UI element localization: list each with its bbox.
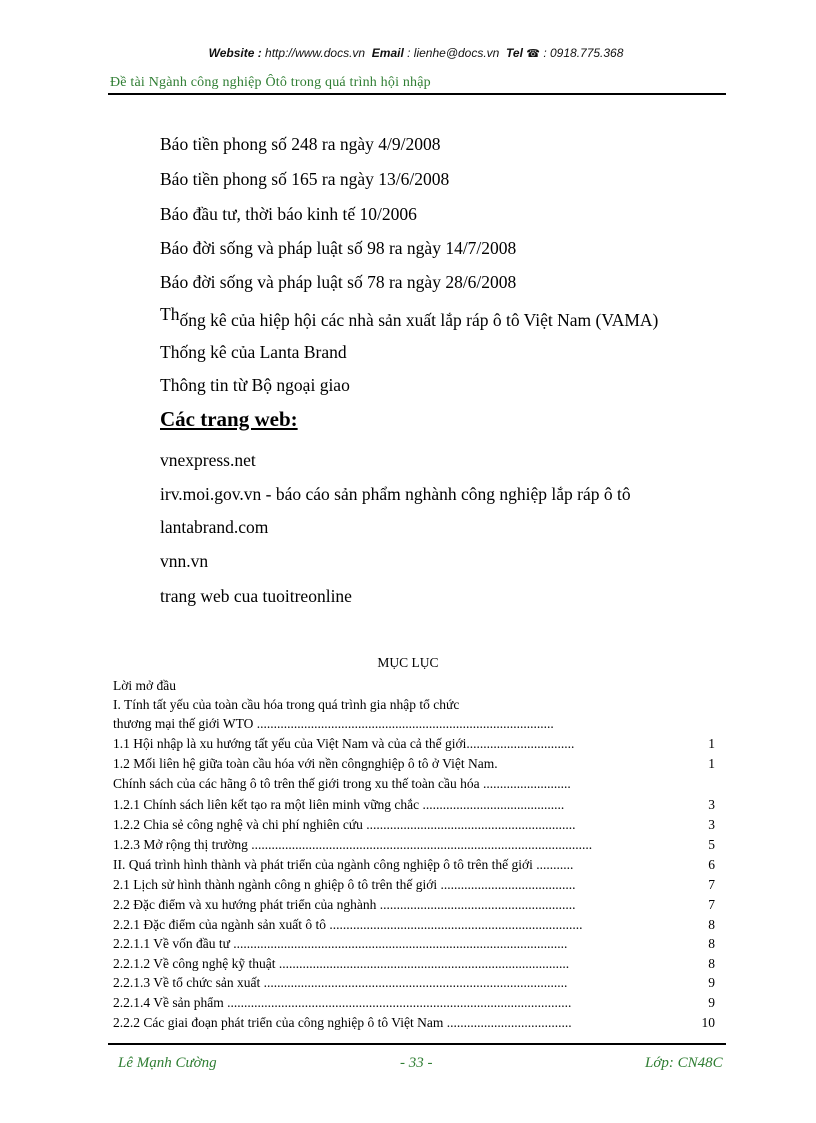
website-header: [108, 46, 724, 60]
toc-entry: [113, 817, 715, 835]
website-url[interactable]: http://www.docs.vn: [265, 46, 366, 60]
toc-entry-text: 2.2.1 Đặc điểm của ngành sản xuất ô tô ...........................................................................: [113, 917, 583, 932]
source-item: Báo tiền phong số 165 ra ngày 13/6/2008: [160, 169, 450, 189]
toc-entry-text: 1.1 Hội nhập là xu hướng tất yếu của Việt Nam và của cả thế giới................................: [113, 736, 575, 751]
toc-entry: [113, 1015, 715, 1033]
toc-entry-page: 3: [708, 817, 715, 832]
toc-entry: [113, 936, 715, 954]
toc-entry-page: 7: [708, 897, 715, 912]
document-subject: Đề tài Ngành công nghiệp Ôtô trong quá trình hội nhập: [110, 75, 431, 90]
toc-entry-page: 1: [708, 736, 715, 751]
email-label: Email: [371, 46, 404, 60]
toc-entry: [113, 956, 715, 974]
toc-entry: [113, 776, 715, 794]
toc-entry-text: 2.2.1.2 Về công nghệ kỹ thuật ......................................................................................: [113, 956, 570, 971]
toc-entry-text: 1.2.3 Mở rộng thị trường .....................................................................................................: [113, 837, 593, 852]
toc-entry: [113, 837, 715, 855]
toc-entry-text: 2.1 Lịch sử hình thành ngành công n ghiệp ô tô trên thế giới ........................................: [113, 877, 576, 892]
toc-entry: [113, 797, 715, 815]
source-item: Báo đời sống và pháp luật số 78 ra ngày 28/6/2008: [160, 272, 517, 292]
toc-entry: [113, 736, 715, 754]
toc-entry-page: 8: [708, 956, 715, 971]
website-item: vnn.vn: [160, 551, 209, 571]
website-item: vnexpress.net: [160, 450, 256, 470]
email-value[interactable]: : lienhe@docs.vn: [407, 46, 500, 60]
source-item: Thông tin từ Bộ ngoại giao: [160, 375, 350, 395]
toc-entry-text: 2.2.1.1 Về vốn đầu tư ...................................................................................................: [113, 936, 568, 951]
footer-class: Lớp: CN48C: [645, 1055, 723, 1071]
toc-entry: [113, 917, 715, 935]
source-item: Báo đời sống và pháp luật số 98 ra ngày 14/7/2008: [160, 238, 517, 258]
toc-entry: [113, 857, 715, 875]
tel-value: : 0918.775.368: [543, 46, 624, 60]
toc-entry-page: 9: [708, 975, 715, 990]
website-item: irv.moi.gov.vn - báo cáo sản phẩm nghành công nghiệp lắp ráp ô tô: [160, 484, 631, 504]
toc-entry-text: 2.2.2 Các giai đoạn phát triển của công nghiệp ô tô Việt Nam .....................................: [113, 1015, 572, 1030]
stats-rest: ống kê của hiệp hội các nhà sản xuất lắp ráp ô tô Việt Nam (VAMA): [179, 310, 659, 330]
tel-label: Tel: [506, 46, 523, 60]
toc-entry-page: 8: [708, 936, 715, 951]
toc-entry-text: Chính sách của các hãng ô tô trên thế giới trong xu thế toàn cầu hóa ..........................: [113, 776, 571, 791]
toc-entry: [113, 995, 715, 1013]
stats-prefix: Th: [160, 304, 180, 324]
toc-entry: [113, 897, 715, 915]
toc-entry: [113, 877, 715, 895]
toc-entry-page: 3: [708, 797, 715, 812]
toc-entry: [113, 975, 715, 993]
website-item: trang web cua tuoitreonline: [160, 586, 352, 606]
toc-entry-text: 2.2.1.3 Về tổ chức sản xuất ..........................................................................................: [113, 975, 568, 990]
toc-entry-page: 7: [708, 877, 715, 892]
phone-icon: ☎: [526, 48, 540, 60]
header-divider: [108, 93, 726, 95]
toc-intro: Lời mở đầu: [113, 678, 177, 693]
toc-entry-text: II. Quá trình hình thành và phát triển của ngành công nghiệp ô tô trên thế giới ...........: [113, 857, 574, 872]
toc-title: MỤC LỤC: [377, 655, 439, 670]
footer-divider: [108, 1043, 726, 1045]
toc-entry-page: 10: [701, 1015, 715, 1030]
toc-entry-page: 6: [708, 857, 715, 872]
source-item: Báo đầu tư, thời báo kinh tế 10/2006: [160, 204, 417, 224]
source-item-vama: [160, 304, 659, 331]
toc-entry-page: 1: [708, 756, 715, 771]
toc-entry-page: 5: [708, 837, 715, 852]
toc-section1-line1: I. Tính tất yếu của toàn cầu hóa trong quá trình gia nhập tổ chức: [113, 697, 460, 712]
footer-author: Lê Mạnh Cường: [118, 1055, 217, 1071]
toc-entry-text: 1.2.2 Chia sẻ công nghệ và chi phí nghiên cứu ..............................................................: [113, 817, 576, 832]
toc-section1-line2: thương mại thế giới WTO ........................................................................................: [113, 716, 554, 731]
website-label: Website :: [208, 46, 262, 60]
toc-entry-text: 2.2.1.4 Về sản phẩm ......................................................................................................: [113, 995, 572, 1010]
toc-entry-page: 8: [708, 917, 715, 932]
website-item: lantabrand.com: [160, 517, 269, 537]
toc-entry: [113, 756, 715, 774]
source-item: Báo tiền phong số 248 ra ngày 4/9/2008: [160, 134, 441, 154]
websites-heading: Các trang web:: [160, 407, 298, 431]
toc-entry-text: 1.2.1 Chính sách liên kết tạo ra một liên minh vững chắc ..........................................: [113, 797, 565, 812]
toc-entry-text: 1.2 Mối liên hệ giữa toàn cầu hóa với nền côngnghiệp ô tô ở Việt Nam.: [113, 756, 498, 771]
toc-entry-page: 9: [708, 995, 715, 1010]
toc-entry-text: 2.2 Đặc điểm và xu hướng phát triển của nghành ..........................................................: [113, 897, 576, 912]
footer-page-number: - 33 -: [400, 1055, 433, 1071]
source-item: Thống kê của Lanta Brand: [160, 342, 347, 362]
